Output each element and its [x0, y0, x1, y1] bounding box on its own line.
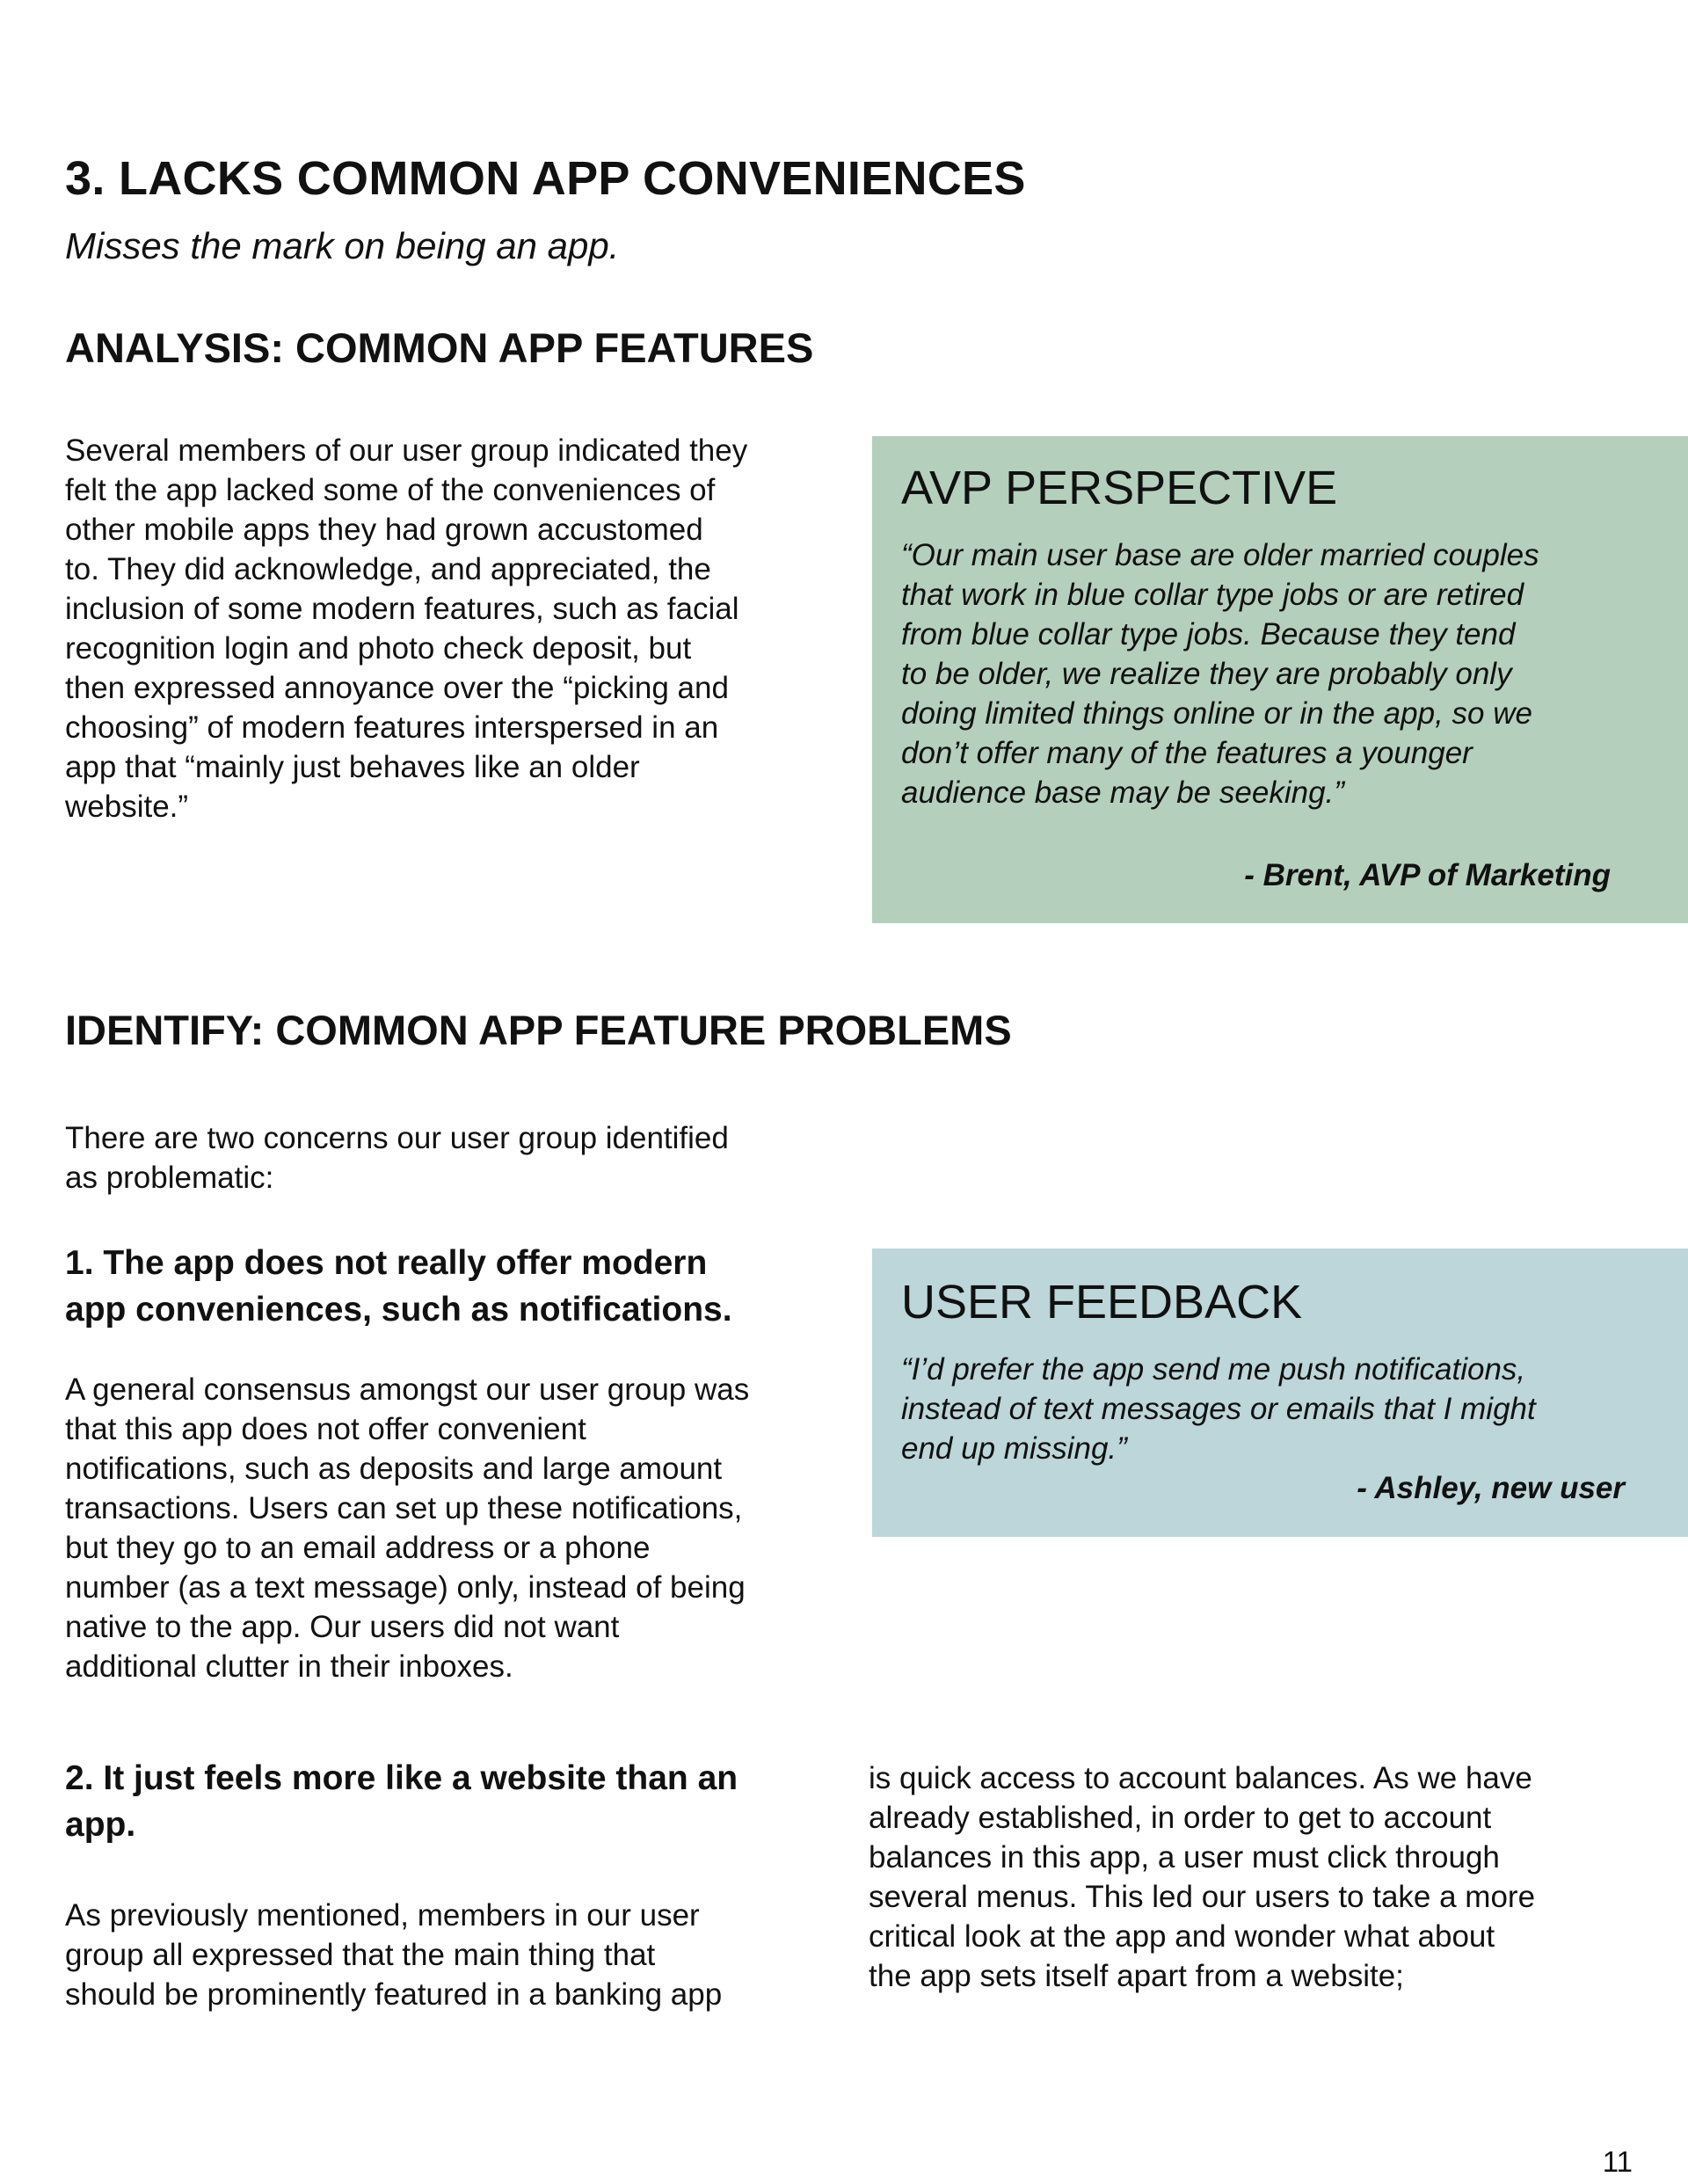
avp-quote-line: to be older, we realize they are probably only [901, 657, 1512, 691]
page-number: 11 [1602, 2145, 1633, 2178]
point1-line: native to the app. Our users did not want [65, 1610, 620, 1644]
avp-perspective-title: AVP PERSPECTIVE [901, 462, 1338, 514]
analysis-heading: ANALYSIS: COMMON APP FEATURES [65, 324, 814, 371]
point2-heading-line: 2. It just feels more like a website than an [65, 1759, 738, 1797]
avp-quote [901, 535, 1657, 812]
point2-line: As previously mentioned, members in our user [65, 1898, 700, 1933]
identify-intro [65, 1118, 848, 1198]
identify-intro-line: as problematic: [65, 1161, 274, 1195]
point1-line: A general consensus amongst our user group was [65, 1372, 750, 1407]
point2-continued-line: is quick access to account balances. As we have [869, 1761, 1532, 1795]
avp-quote-line: that work in blue collar type jobs or are retired [901, 578, 1524, 612]
user-feedback-quote-line: end up missing.” [901, 1431, 1127, 1466]
point2-line: group all expressed that the main thing that [65, 1938, 656, 1972]
point1-line: additional clutter in their inboxes. [65, 1649, 513, 1684]
user-feedback-quote [901, 1350, 1657, 1468]
point2-continued-paragraph [869, 1758, 1660, 1996]
point2-continued-line: critical look at the app and wonder what about [869, 1919, 1495, 1954]
point1-heading [65, 1240, 848, 1333]
avp-quote-line: “Our main user base are older married couples [901, 538, 1539, 572]
point2-continued-line: balances in this app, a user must click through [869, 1840, 1500, 1875]
point2-line: should be prominently featured in a banking app [65, 1977, 723, 2012]
user-feedback-attribution: - Ashley, new user [1357, 1471, 1625, 1505]
point2-continued-line: several menus. This led our users to take a more [869, 1880, 1536, 1914]
analysis-line: choosing” of modern features interspersed in an [65, 710, 719, 745]
analysis-line: app that “mainly just behaves like an older [65, 750, 640, 784]
analysis-line: inclusion of some modern features, such as facial [65, 592, 739, 626]
point1-heading-line: app conveniences, such as notifications. [65, 1291, 732, 1329]
avp-quote-line: don’t offer many of the features a younger [901, 736, 1473, 770]
avp-quote-line: doing limited things online or in the app, so we [901, 696, 1532, 731]
point1-line: transactions. Users can set up these notifications, [65, 1491, 743, 1525]
analysis-paragraph [65, 431, 848, 826]
analysis-line: to. They did acknowledge, and appreciated, the [65, 552, 711, 586]
point1-line: notifications, such as deposits and large amount [65, 1452, 723, 1486]
page-title: 3. LACKS COMMON APP CONVENIENCES [65, 152, 1026, 205]
avp-quote-line: audience base may be seeking.” [901, 775, 1344, 810]
point1-line: that this app does not offer convenient [65, 1412, 586, 1446]
point1-paragraph [65, 1370, 856, 1686]
avp-quote-line: from blue collar type jobs. Because they tend [901, 617, 1516, 652]
avp-attribution: - Brent, AVP of Marketing [1244, 858, 1611, 892]
identify-heading: IDENTIFY: COMMON APP FEATURE PROBLEMS [65, 1007, 1012, 1053]
point1-line: number (as a text message) only, instead of being [65, 1570, 746, 1605]
analysis-line: recognition login and photo check deposit, but [65, 631, 692, 666]
point2-heading [65, 1755, 848, 1848]
point2-continued-line: already established, in order to get to account [869, 1801, 1492, 1835]
page-subtitle: Misses the mark on being an app. [65, 225, 620, 266]
analysis-line: felt the app lacked some of the conveniences of [65, 473, 716, 507]
analysis-line: then expressed annoyance over the “picking and [65, 671, 729, 705]
point1-line: but they go to an email address or a phone [65, 1531, 651, 1565]
user-feedback-quote-line: “I’d prefer the app send me push notifications, [901, 1352, 1526, 1387]
avp-perspective-box [872, 436, 1688, 923]
analysis-line: website.” [65, 790, 189, 824]
point2-heading-line: app. [65, 1806, 136, 1844]
point2-continued-line: the app sets itself apart from a website; [869, 1959, 1404, 1993]
analysis-line: Several members of our user group indicated they [65, 433, 748, 468]
point1-heading-line: 1. The app does not really offer modern [65, 1244, 708, 1282]
analysis-line: other mobile apps they had grown accustomed [65, 513, 703, 547]
identify-intro-line: There are two concerns our user group identified [65, 1121, 729, 1155]
user-feedback-box [872, 1249, 1688, 1537]
user-feedback-quote-line: instead of text messages or emails that I might [901, 1392, 1536, 1426]
user-feedback-title: USER FEEDBACK [901, 1276, 1303, 1329]
point2-paragraph [65, 1896, 856, 2014]
